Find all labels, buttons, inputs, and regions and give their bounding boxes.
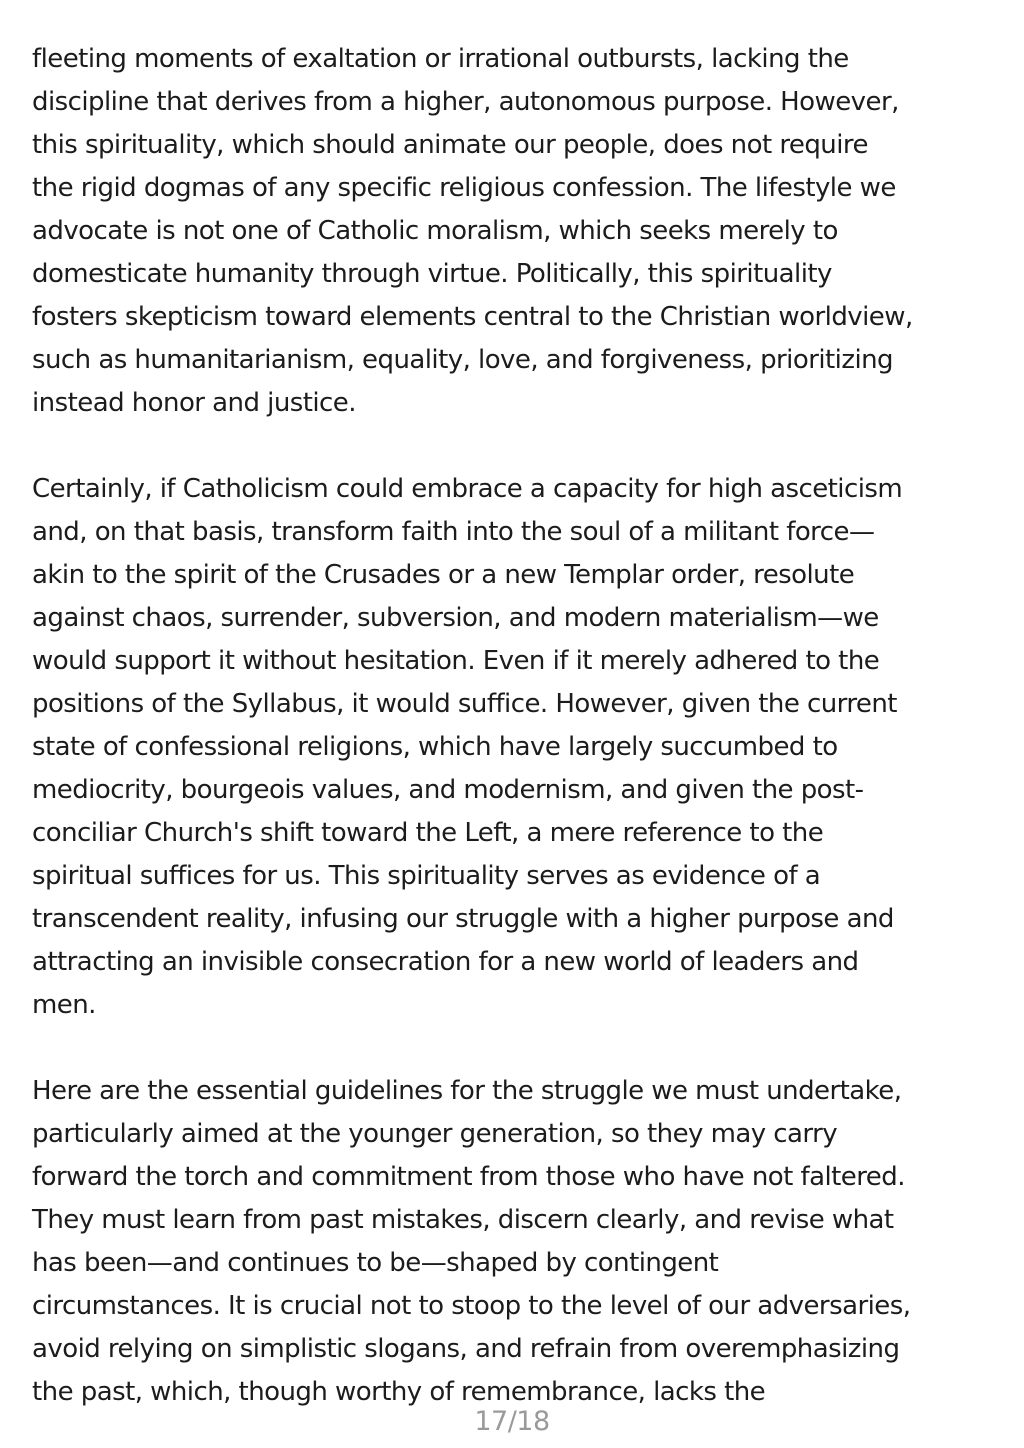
text-line: Certainly, if Catholicism could embrace a capacity for high asceticism [32, 474, 903, 504]
text-line: against chaos, surrender, subversion, and modern materialism—we [32, 603, 879, 633]
text-line: this spirituality, which should animate our people, does not require [32, 130, 868, 160]
text-line: conciliar Church's shift toward the Left, a mere reference to the [32, 818, 824, 848]
text-line: particularly aimed at the younger generation, so they may carry [32, 1119, 838, 1149]
text-line: and, on that basis, transform faith into the soul of a militant force— [32, 517, 875, 547]
paragraph-spacer [32, 1027, 998, 1070]
text-line: fleeting moments of exaltation or irrational outbursts, lacking the [32, 44, 849, 74]
text-line: transcendent reality, infusing our struggle with a higher purpose and [32, 904, 894, 934]
text-line: forward the torch and commitment from those who have not faltered. [32, 1162, 905, 1192]
reader-page[interactable] [32, 38, 998, 1414]
paragraph-2 [32, 468, 998, 1027]
text-line: the rigid dogmas of any specific religious confession. The lifestyle we [32, 173, 896, 203]
text-line: Here are the essential guidelines for the struggle we must undertake, [32, 1076, 902, 1106]
text-line: advocate is not one of Catholic moralism, which seeks merely to [32, 216, 838, 246]
text-line: such as humanitarianism, equality, love, and forgiveness, prioritizing [32, 345, 894, 375]
text-line: positions of the Syllabus, it would suffice. However, given the current [32, 689, 897, 719]
text-line: circumstances. It is crucial not to stoop to the level of our adversaries, [32, 1291, 911, 1321]
paragraph-3 [32, 1070, 998, 1414]
text-line: men. [32, 990, 96, 1020]
text-line: akin to the spirit of the Crusades or a new Templar order, resolute [32, 560, 855, 590]
text-line: has been—and continues to be—shaped by contingent [32, 1248, 719, 1278]
text-line: instead honor and justice. [32, 388, 356, 418]
text-line: attracting an invisible consecration for a new world of leaders and [32, 947, 859, 977]
text-line: would support it without hesitation. Even if it merely adhered to the [32, 646, 880, 676]
text-line: They must learn from past mistakes, discern clearly, and revise what [32, 1205, 894, 1235]
text-line: domesticate humanity through virtue. Politically, this spirituality [32, 259, 832, 289]
text-line: the past, which, though worthy of remembrance, lacks the [32, 1377, 766, 1407]
text-line: avoid relying on simplistic slogans, and refrain from overemphasizing [32, 1334, 900, 1364]
text-line: mediocrity, bourgeois values, and modernism, and given the post- [32, 775, 864, 805]
text-line: state of confessional religions, which have largely succumbed to [32, 732, 838, 762]
text-line: fosters skepticism toward elements central to the Christian worldview, [32, 302, 913, 332]
paragraph-spacer [32, 425, 998, 468]
text-line: discipline that derives from a higher, autonomous purpose. However, [32, 87, 899, 117]
text-line: spiritual suffices for us. This spirituality serves as evidence of a [32, 861, 821, 891]
page-indicator: 17/18 [474, 1406, 550, 1437]
paragraph-1 [32, 38, 998, 425]
